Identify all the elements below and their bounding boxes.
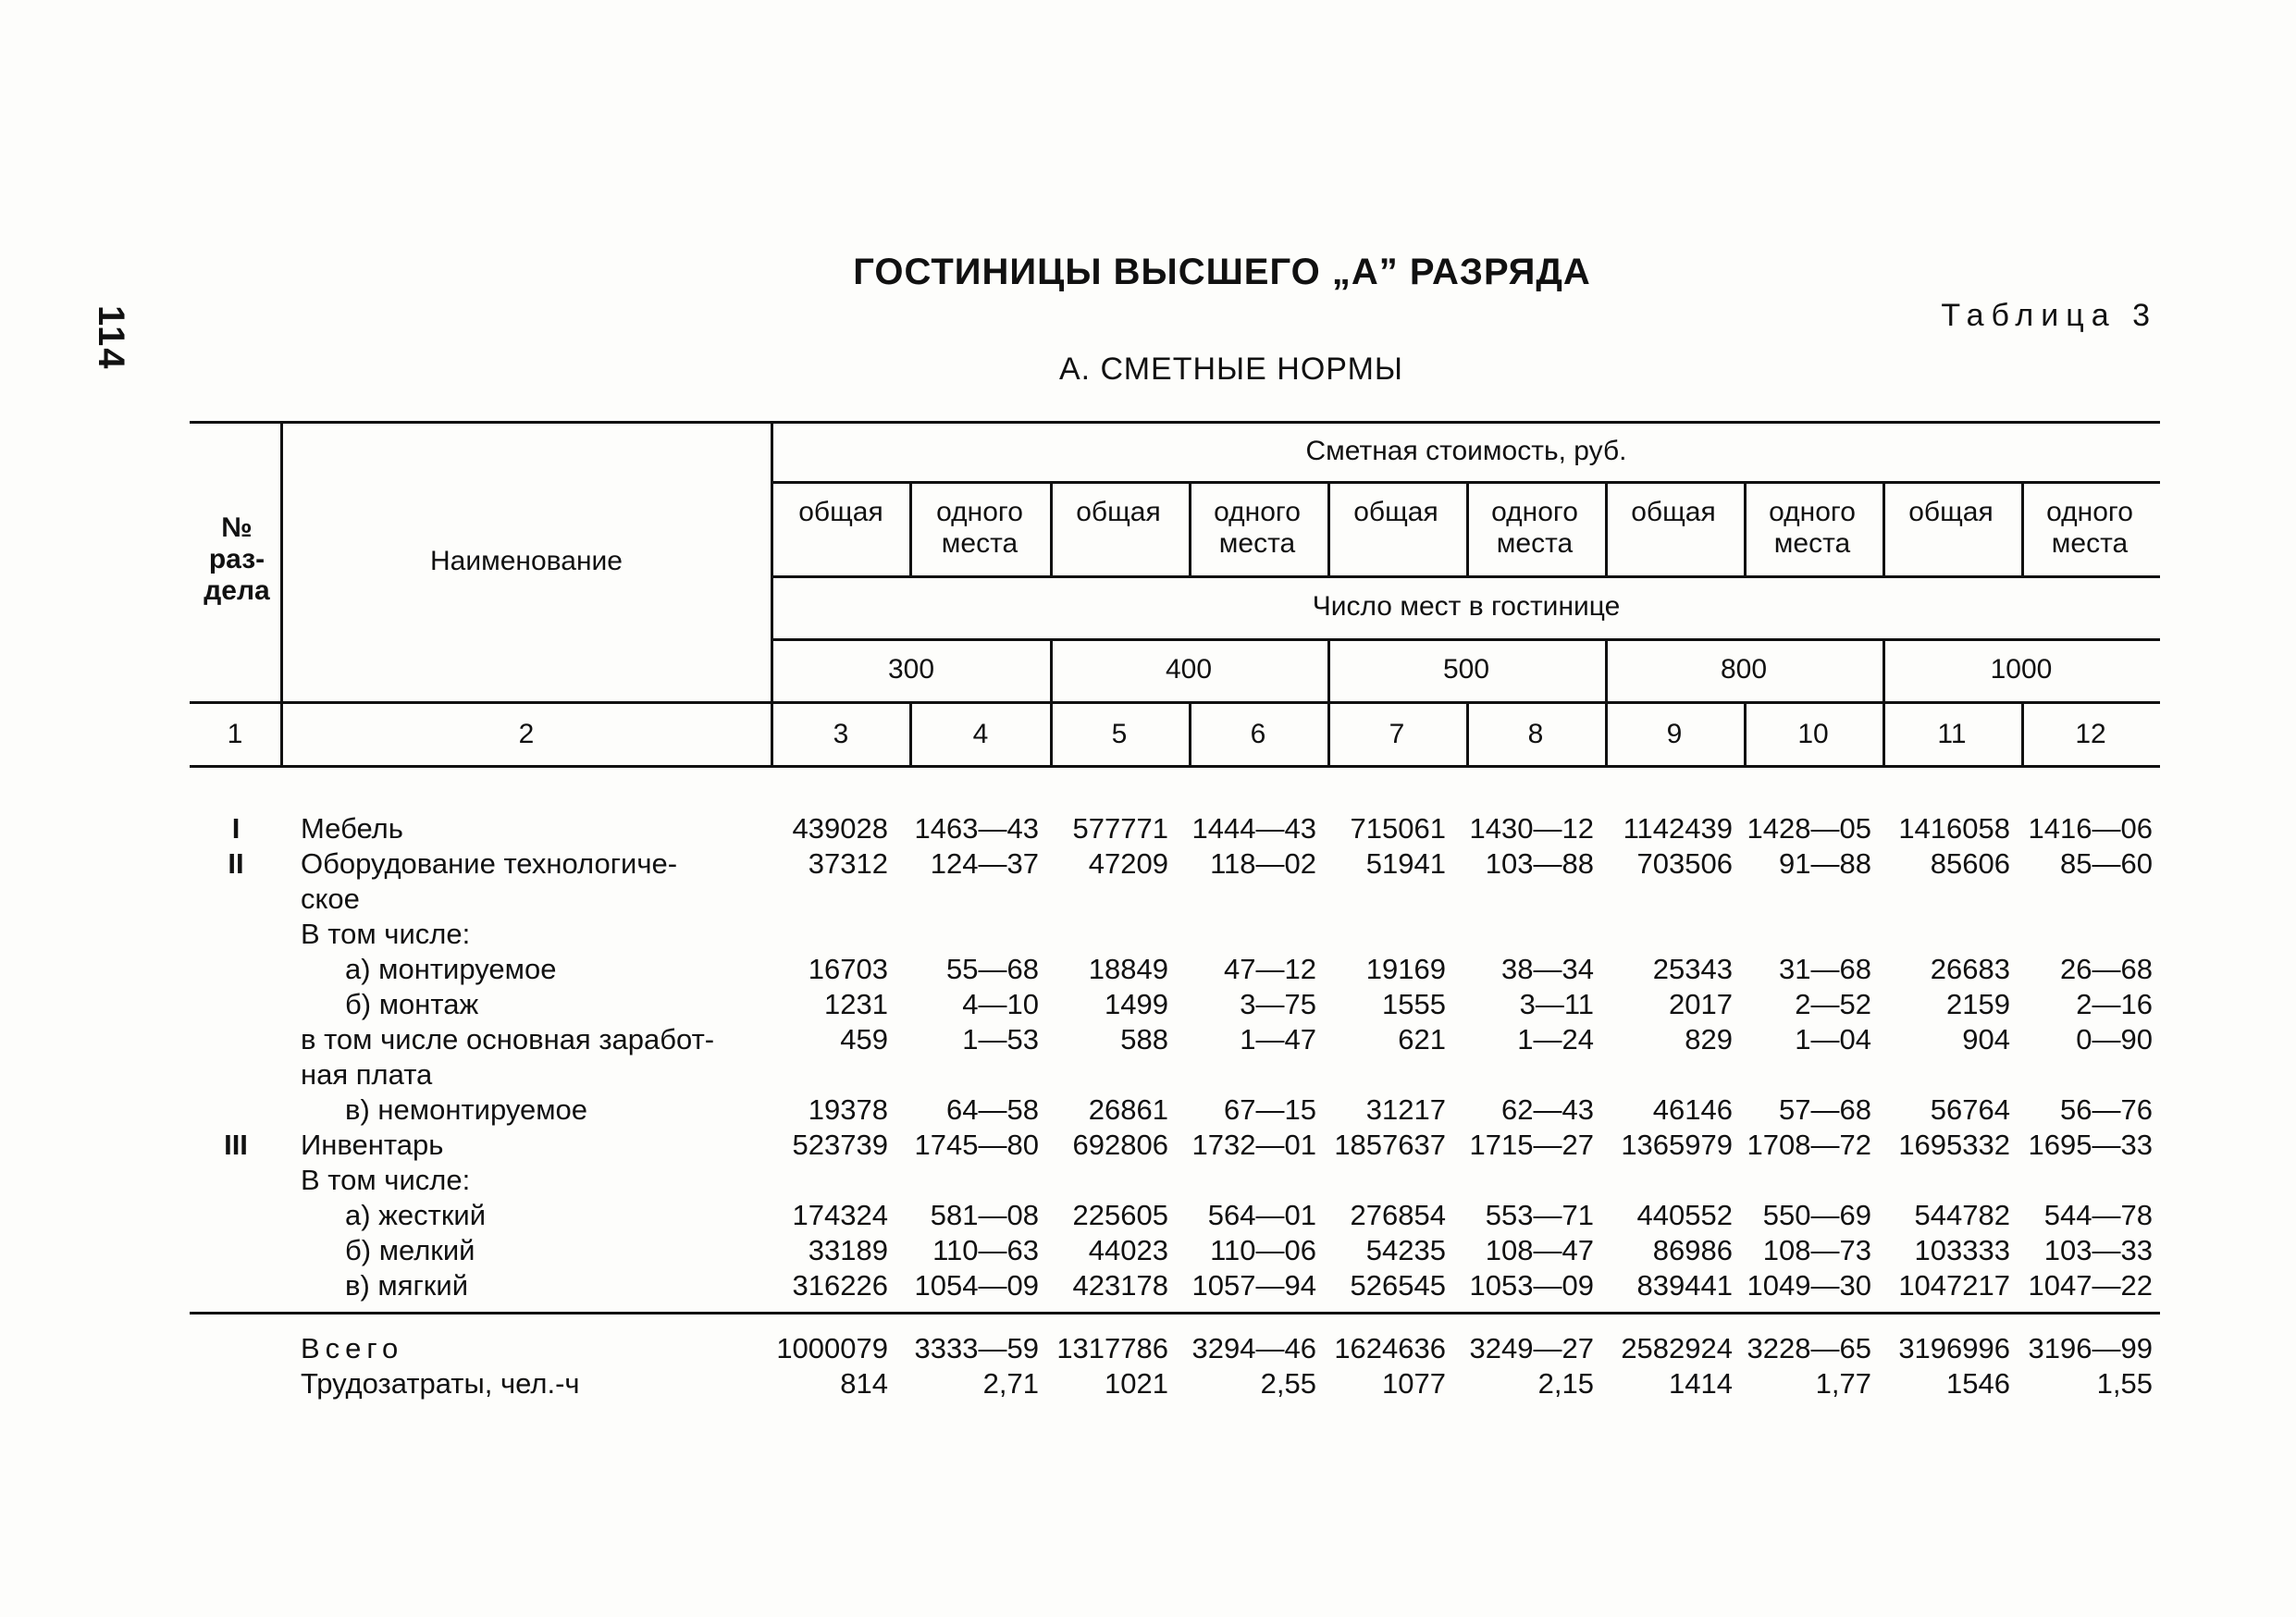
column-number: 9 <box>1666 718 1683 749</box>
row-value: 459 <box>840 1023 888 1055</box>
subheader-per-place: одного места <box>1769 497 1856 559</box>
row-value: 3333—59 <box>914 1332 1039 1364</box>
column-number: 12 <box>2075 718 2106 749</box>
row-value: 2,71 <box>982 1367 1039 1400</box>
row-value: 3—11 <box>1519 988 1594 1020</box>
row-name: б) монтаж <box>345 988 479 1020</box>
row-value: 3249—27 <box>1469 1332 1594 1364</box>
row-value: 1—53 <box>962 1023 1039 1055</box>
header-name: Наименование <box>430 545 623 576</box>
row-value: 2,55 <box>1260 1367 1316 1400</box>
row-value: 18849 <box>1088 953 1168 985</box>
row-value: 91—88 <box>1779 847 1871 880</box>
row-value: 2—52 <box>1795 988 1871 1020</box>
column-number: 4 <box>972 718 989 749</box>
column-number: 8 <box>1527 718 1544 749</box>
row-value: 1—47 <box>1240 1023 1316 1055</box>
row-value: 25343 <box>1652 953 1733 985</box>
row-value: 1745—80 <box>914 1129 1039 1161</box>
table-row <box>190 847 2160 883</box>
row-value: 3—75 <box>1240 988 1316 1020</box>
table-row <box>190 953 2160 988</box>
row-value: 2159 <box>1946 988 2010 1020</box>
row-value: 118—02 <box>1210 847 1316 880</box>
row-name: Мебель <box>301 812 403 845</box>
row-value: 1049—30 <box>1747 1269 1871 1302</box>
row-value: 108—47 <box>1485 1234 1594 1266</box>
row-value: 103333 <box>1914 1234 2010 1266</box>
row-value: 703506 <box>1636 847 1733 880</box>
row-value: 581—08 <box>930 1199 1039 1231</box>
row-value: 2582924 <box>1621 1332 1733 1364</box>
row-value: 57—68 <box>1779 1093 1871 1126</box>
row-value: 47209 <box>1088 847 1168 880</box>
row-value: 3196996 <box>1898 1332 2010 1364</box>
row-value: 103—33 <box>2043 1234 2153 1266</box>
table-row <box>190 1332 2160 1367</box>
row-value: 692806 <box>1072 1129 1168 1161</box>
row-value: 276854 <box>1350 1199 1446 1231</box>
subheader-total: общая <box>798 497 883 527</box>
row-value: 523739 <box>792 1129 888 1161</box>
column-number: 1 <box>227 718 243 749</box>
row-value: 62—43 <box>1501 1093 1594 1126</box>
column-number: 5 <box>1111 718 1128 749</box>
row-value: 1,55 <box>2096 1367 2153 1400</box>
row-value: 526545 <box>1350 1269 1446 1302</box>
row-value: 1444—43 <box>1191 812 1316 845</box>
row-value: 1365979 <box>1621 1129 1733 1161</box>
row-value: 55—68 <box>946 953 1039 985</box>
row-value: 577771 <box>1072 812 1168 845</box>
row-value: 1,77 <box>1815 1367 1871 1400</box>
row-value: 31217 <box>1365 1093 1446 1126</box>
row-value: 31—68 <box>1779 953 1871 985</box>
capacity-1000: 1000 <box>1990 654 2053 685</box>
row-value: 26—68 <box>2060 953 2153 985</box>
header-cost-group: Сметная стоимость, руб. <box>1305 435 1627 466</box>
capacity-800: 800 <box>1720 654 1768 685</box>
table-row <box>190 812 2160 847</box>
row-name: Инвентарь <box>301 1129 444 1161</box>
row-value: 37312 <box>808 847 888 880</box>
row-value: 26861 <box>1088 1093 1168 1126</box>
row-value: 1463—43 <box>914 812 1039 845</box>
row-value: 3196—99 <box>2028 1332 2153 1364</box>
row-value: 1624636 <box>1334 1332 1446 1364</box>
table-row <box>190 1129 2160 1164</box>
row-value: 1708—72 <box>1747 1129 1871 1161</box>
row-value: 26683 <box>1930 953 2010 985</box>
row-value: 1—04 <box>1795 1023 1871 1055</box>
row-value: 829 <box>1685 1023 1733 1055</box>
row-name: в) мягкий <box>345 1269 469 1302</box>
row-value: 564—01 <box>1207 1199 1316 1231</box>
row-name: Всего <box>301 1332 404 1364</box>
row-value: 1077 <box>1382 1367 1446 1400</box>
row-value: 64—58 <box>946 1093 1039 1126</box>
row-name: В том числе: <box>301 918 471 950</box>
row-value: 1231 <box>824 988 888 1020</box>
row-value: 553—71 <box>1485 1199 1594 1231</box>
row-value: 225605 <box>1072 1199 1168 1231</box>
row-name: ское <box>301 883 360 915</box>
header-places-group: Число мест в гостинице <box>1312 591 1621 622</box>
row-value: 1546 <box>1946 1367 2010 1400</box>
page-number: 114 <box>91 305 131 371</box>
section-number: III <box>224 1129 248 1161</box>
row-value: 46146 <box>1652 1093 1733 1126</box>
row-value: 1047—22 <box>2028 1269 2153 1302</box>
subheader-total: общая <box>1353 497 1438 527</box>
row-value: 544782 <box>1914 1199 2010 1231</box>
row-value: 715061 <box>1350 812 1446 845</box>
row-value: 38—34 <box>1501 953 1594 985</box>
row-value: 1499 <box>1105 988 1168 1020</box>
row-value: 1057—94 <box>1191 1269 1316 1302</box>
table-row <box>190 918 2160 953</box>
section-number: II <box>228 847 244 880</box>
row-name: Оборудование технологиче- <box>301 847 678 880</box>
table-row <box>190 1058 2160 1093</box>
row-name: а) монтируемое <box>345 953 557 985</box>
row-name: а) жесткий <box>345 1199 487 1231</box>
subheader-per-place: одного места <box>1491 497 1578 559</box>
capacity-400: 400 <box>1165 654 1213 685</box>
row-name: в том числе основная заработ- <box>301 1023 715 1055</box>
row-value: 3294—46 <box>1191 1332 1316 1364</box>
row-name: ная плата <box>301 1058 433 1091</box>
row-value: 1430—12 <box>1469 812 1594 845</box>
table-row <box>190 1199 2160 1234</box>
row-name: Трудозатраты, чел.-ч <box>301 1367 580 1400</box>
table-row <box>190 1164 2160 1199</box>
table-row <box>190 988 2160 1023</box>
table-row <box>190 1234 2160 1269</box>
column-number: 7 <box>1389 718 1405 749</box>
header-section: № раз-дела <box>204 512 270 606</box>
row-value: 1047217 <box>1898 1269 2010 1302</box>
row-name: В том числе: <box>301 1164 471 1196</box>
row-value: 3228—65 <box>1747 1332 1871 1364</box>
row-value: 174324 <box>792 1199 888 1231</box>
row-value: 439028 <box>792 812 888 845</box>
row-value: 1695332 <box>1898 1129 2010 1161</box>
table-row <box>190 1093 2160 1129</box>
row-value: 19169 <box>1365 953 1446 985</box>
row-value: 54235 <box>1365 1234 1446 1266</box>
row-value: 814 <box>840 1367 888 1400</box>
column-number: 2 <box>518 718 535 749</box>
row-value: 2,15 <box>1537 1367 1594 1400</box>
capacity-500: 500 <box>1442 654 1490 685</box>
table-row <box>190 1367 2160 1402</box>
row-value: 86986 <box>1652 1234 1733 1266</box>
column-number: 3 <box>833 718 849 749</box>
row-value: 2017 <box>1669 988 1733 1020</box>
row-value: 316226 <box>792 1269 888 1302</box>
column-number: 10 <box>1797 718 1829 749</box>
row-value: 839441 <box>1636 1269 1733 1302</box>
row-value: 544—78 <box>2043 1199 2153 1231</box>
subheader-total: общая <box>1631 497 1716 527</box>
row-value: 56764 <box>1930 1093 2010 1126</box>
row-value: 110—06 <box>1210 1234 1316 1266</box>
row-value: 1142439 <box>1623 812 1733 845</box>
row-value: 1416—06 <box>2028 812 2153 845</box>
subheader-total: общая <box>1076 497 1161 527</box>
row-value: 1317786 <box>1056 1332 1168 1364</box>
row-value: 51941 <box>1365 847 1446 880</box>
subheader-total: общая <box>1908 497 1994 527</box>
row-value: 1715—27 <box>1469 1129 1594 1161</box>
row-value: 621 <box>1398 1023 1446 1055</box>
row-value: 4—10 <box>962 988 1039 1020</box>
row-value: 1000079 <box>776 1332 888 1364</box>
subheader-per-place: одного места <box>1214 497 1301 559</box>
row-value: 2—16 <box>2076 988 2153 1020</box>
subheader-per-place: одного места <box>936 497 1023 559</box>
row-value: 85—60 <box>2060 847 2153 880</box>
row-value: 1428—05 <box>1747 812 1871 845</box>
page-title: ГОСТИНИЦЫ ВЫСШЕГО „А” РАЗРЯДА <box>853 252 1591 292</box>
row-value: 124—37 <box>930 847 1039 880</box>
row-name: б) мелкий <box>345 1234 475 1266</box>
row-value: 1416058 <box>1898 812 2010 845</box>
row-value: 1857637 <box>1334 1129 1446 1161</box>
row-value: 19378 <box>808 1093 888 1126</box>
totals-divider <box>190 1312 2160 1315</box>
row-value: 0—90 <box>2076 1023 2153 1055</box>
column-number: 6 <box>1250 718 1266 749</box>
row-value: 423178 <box>1072 1269 1168 1302</box>
row-value: 67—15 <box>1224 1093 1316 1126</box>
section-number: I <box>231 812 241 845</box>
row-value: 1695—33 <box>2028 1129 2153 1161</box>
table-label: Таблица 3 <box>1941 298 2157 333</box>
row-value: 550—69 <box>1762 1199 1871 1231</box>
table-row <box>190 1023 2160 1058</box>
row-value: 588 <box>1120 1023 1168 1055</box>
capacity-300: 300 <box>887 654 935 685</box>
row-value: 56—76 <box>2060 1093 2153 1126</box>
row-value: 440552 <box>1636 1199 1733 1231</box>
column-number: 11 <box>1937 718 1967 749</box>
row-value: 1021 <box>1105 1367 1168 1400</box>
row-value: 1053—09 <box>1469 1269 1594 1302</box>
row-value: 1414 <box>1669 1367 1733 1400</box>
row-value: 47—12 <box>1224 953 1316 985</box>
row-value: 1732—01 <box>1191 1129 1316 1161</box>
row-value: 85606 <box>1930 847 2010 880</box>
row-value: 108—73 <box>1762 1234 1871 1266</box>
row-value: 1555 <box>1382 988 1446 1020</box>
row-value: 16703 <box>808 953 888 985</box>
row-value: 33189 <box>808 1234 888 1266</box>
row-value: 1054—09 <box>914 1269 1039 1302</box>
table-row <box>190 883 2160 918</box>
row-value: 103—88 <box>1485 847 1594 880</box>
table-header <box>190 421 2160 768</box>
row-value: 110—63 <box>932 1234 1039 1266</box>
row-value: 1—24 <box>1517 1023 1594 1055</box>
row-value: 44023 <box>1088 1234 1168 1266</box>
row-name: в) немонтируемое <box>345 1093 588 1126</box>
table-row <box>190 1269 2160 1304</box>
subheader-per-place: одного места <box>2046 497 2133 559</box>
row-value: 904 <box>1962 1023 2010 1055</box>
table-subtitle: А. СМЕТНЫЕ НОРМЫ <box>1058 352 1403 387</box>
